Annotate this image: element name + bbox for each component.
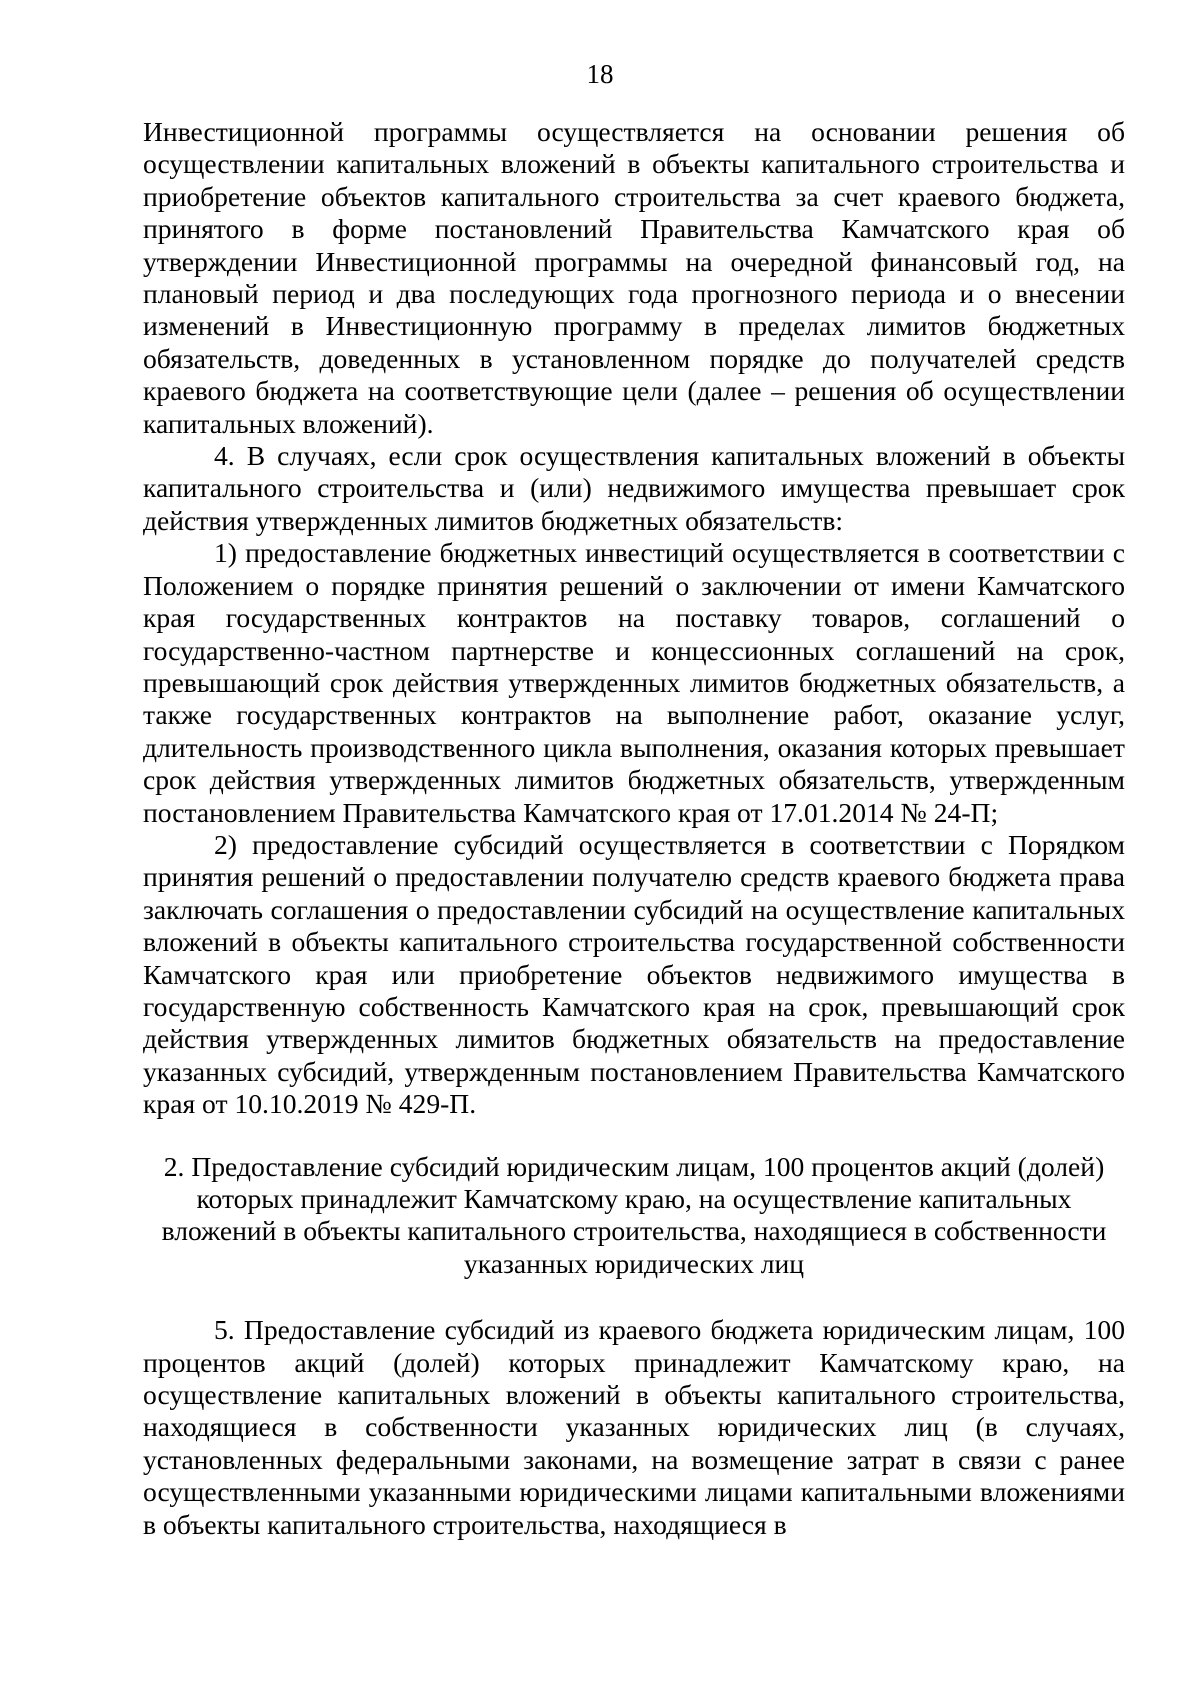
paragraph-clause-4: 4. В случаях, если срок осуществления капитальных вложений в объекты капитального строительства и (или) недвижимого имущества превышает срок действия утвержденных лимитов бюджетных обязательств: [143,440,1125,536]
section-heading-line: указанных юридических лиц [463,1247,805,1279]
section-heading-line: 2. Предоставление субсидий юридическим лицам, 100 процентов акций (долей) [163,1150,1105,1182]
paragraph-item-1: 1) предоставление бюджетных инвестиций осуществляется в соответствии с Положением о порядке принятия решений о заключении от имени Камчатского края государственных контрактов на поставку товаров, соглашений о государственно-частном партнерстве и концессионных соглашений на срок, превышающий срок действия утвержденных лимитов бюджетных обязательств, а также государственных контрактов на выполнение работ, оказание услуг, длительность производственного цикла выполнения, оказания которых превышает срок действия утвержденных лимитов бюджетных обязательств, утвержденным постановлением Правительства Камчатского края от 17.01.2014 № 24-П; [143,537,1125,828]
section-heading-line: которых принадлежит Камчатскому краю, на осуществление капитальных [196,1183,1072,1214]
section-heading-line: вложений в объекты капитального строительства, находящиеся в собственности [161,1215,1107,1247]
paragraph-clause-5: 5. Предоставление субсидий из краевого бюджета юридическим лицам, 100 процентов акций (долей) которых принадлежит Камчатскому краю, на осуществление капитальных вложений в объекты капитального строительства, находящиеся в собственности указанных юридических лиц (в случаях, установленных федеральными законами, на возмещение затрат в связи с ранее осуществленными указанными юридическими лицами капитальными вложениями в объекты капитального строительства, находящиеся в [143,1314,1125,1540]
paragraph-investment-program: Инвестиционной программы осуществляется на основании решения об осуществлении капитальных вложений в объекты капитального строительства и приобретение объектов капитального строительства за счет краевого бюджета, принятого в форме постановлений Правительства Камчатского края об утверждении Инвестиционной программы на очередной финансовый год, на плановый период и два последующих года прогнозного периода и о внесении изменений в Инвестиционную программу в пределах лимитов бюджетных обязательств, доведенных в установленном порядке до получателей средств краевого бюджета на соответствующие цели (далее – решения об осуществлении капитальных вложений). [143,116,1125,439]
section-heading [143,1151,1125,1281]
paragraph-item-2: 2) предоставление субсидий осуществляется в соответствии с Порядком принятия решений о предоставлении получателю средств краевого бюджета права заключать соглашения о предоставлении субсидий на осуществление капитальных вложений в объекты капитального строительства государственной собственности Камчатского края или приобретение объектов недвижимого имущества в государственную собственность Камчатского края на срок, превышающий срок действия утвержденных лимитов бюджетных обязательств на предоставление указанных субсидий, утвержденным постановлением Правительства Камчатского края от 10.10.2019 № 429-П. [143,828,1125,1120]
page-number: 18 [586,59,614,89]
document-body [143,116,1125,1541]
